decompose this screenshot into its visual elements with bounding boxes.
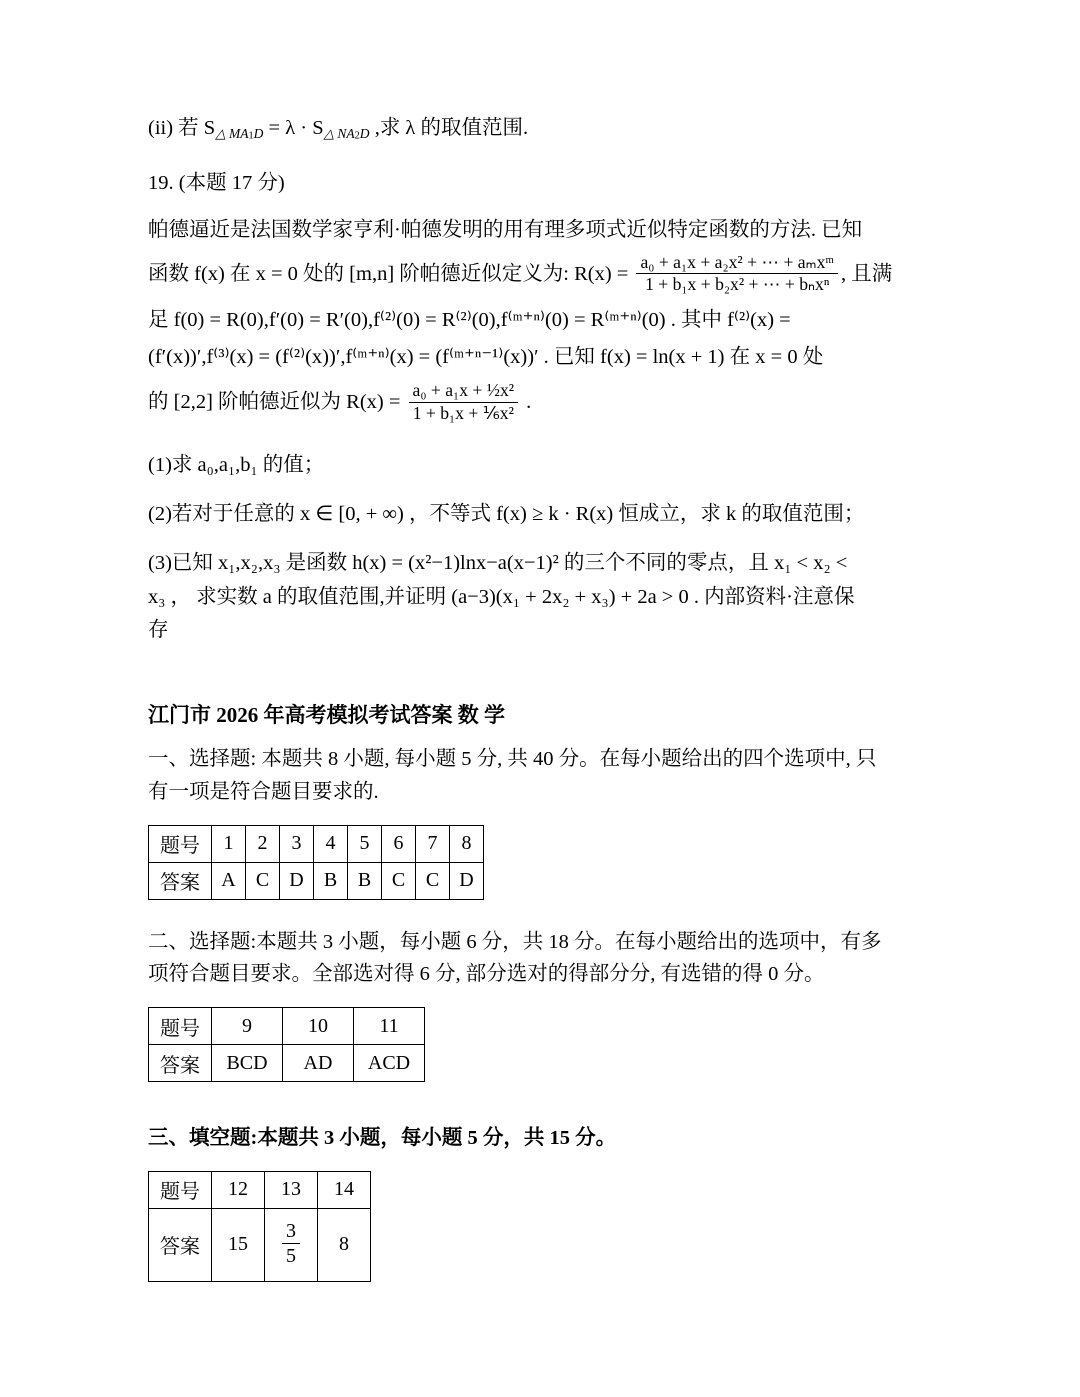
document-content [148,112,938,1282]
table3-ans-2-numerator: 3 [282,1220,300,1244]
table1-ans-8: D [450,862,484,899]
answer-part-one-text-2: 有一项是符合题目要求的. [148,780,379,803]
q19-body2-post: , 且满 [841,262,893,285]
table1-ans-4: B [314,862,348,899]
answer-part-one-text-1: 一、选择题: 本题共 8 小题, 每小题 5 分, 共 40 分。在每小题给出的四个选项中, 只 [148,747,877,770]
table3-row-label-2: 答案 [149,1208,212,1281]
problem-ii-eq: = λ · S [263,117,324,139]
table3-ans-2-denominator: 5 [286,1245,296,1268]
table1-ans-7: C [416,862,450,899]
table-row [149,1171,371,1208]
pade-22-numerator: a₀ + a₁x + ½x² [409,381,518,403]
q19-body5-post: . [521,391,532,414]
answer-table-1 [148,825,484,900]
question-19-part-2: (2)若对于任意的 x ∈ [0, + ∞) ，不等式 f(x) ≥ k · R(x) 恒成立，求 k 的取值范围； [148,503,865,526]
table2-row-label-1: 题号 [149,1008,212,1045]
table2-ans-2: AD [283,1045,354,1082]
table3-num-2: 13 [265,1171,318,1208]
table-row [149,1045,425,1082]
answer-part-two-text-1: 二、选择题:本题共 3 小题，每小题 6 分，共 18 分。在每小题给出的选项中，有多 [148,930,882,953]
table2-row-label-2: 答案 [149,1045,212,1082]
question-19-body-5 [148,382,938,424]
problem-ii-sub2: △ NA [323,125,355,141]
table1-ans-2: C [246,862,280,899]
table2-ans-3: ACD [354,1045,425,1082]
problem-ii-sub2b: 2 [354,130,360,142]
table1-num-2: 2 [246,825,280,862]
problem-ii-suffix: ,求 λ 的取值范围. [369,117,529,139]
table3-row-label-1: 题号 [149,1171,212,1208]
answer-table-2-wrap [148,1007,938,1082]
table1-num-7: 7 [416,825,450,862]
table3-num-1: 12 [212,1171,265,1208]
table-row [149,825,484,862]
table-row [149,1008,425,1045]
table1-ans-5: B [348,862,382,899]
table3-ans-3: 8 [318,1208,371,1281]
table1-ans-3: D [280,862,314,899]
table-row [149,1208,371,1281]
table1-num-3: 3 [280,825,314,862]
table1-ans-1: A [212,862,246,899]
question-19-part-1: (1)求 a₀,a₁,b₁ 的值； [148,453,325,476]
table2-num-1: 9 [212,1008,283,1045]
answer-table-1-wrap [148,825,938,900]
table1-num-6: 6 [382,825,416,862]
problem-ii-sub2c: D [359,125,370,141]
table1-num-1: 1 [212,825,246,862]
table3-ans-1: 15 [212,1208,265,1281]
table1-row-label-1: 题号 [149,825,212,862]
table2-num-3: 11 [354,1008,425,1045]
table1-num-8: 8 [450,825,484,862]
question-19-body-1: 帕德逼近是法国数学家亨利·帕德发明的用有理多项式近似特定函数的方法. 已知 [148,219,863,242]
table3-ans-2 [265,1208,318,1281]
answer-table-2 [148,1007,425,1082]
question-19-part-3-line-1: (3)已知 x₁,x₂,x₃ 是函数 h(x) = (x²−1)lnx−a(x−1)² 的三个不同的零点，且 x₁ < x₂ < [148,552,848,575]
answer-part-three-text: 三、填空题:本题共 3 小题，每小题 5 分，共 15 分。 [148,1127,617,1150]
table1-ans-6: C [382,862,416,899]
question-19-body-3: 足 f(0) = R(0),f′(0) = R′(0),f⁽²⁾(0) = R⁽²⁾(0),f⁽ᵐ⁺ⁿ⁾(0) = R⁽ᵐ⁺ⁿ⁾(0) . 其中 f⁽²⁾(x) = [148,309,791,332]
table-row [149,862,484,899]
table3-num-3: 14 [318,1171,371,1208]
answer-section-title: 江门市 2026 年高考模拟考试答案 数 学 [148,702,505,727]
problem-ii-sub1c: D [253,125,264,141]
question-19-body-2 [148,251,938,296]
table2-num-2: 10 [283,1008,354,1045]
problem-ii-sub1: △ MA [215,125,249,141]
q19-body2-pre: 函数 f(x) 在 x = 0 处的 [m,n] 阶帕德近似定义为: R(x) = [148,262,634,285]
table1-num-4: 4 [314,825,348,862]
question-19-heading: 19. (本题 17 分) [148,172,285,195]
answer-table-3-wrap [148,1171,938,1282]
question-19-body-4: (f′(x))′,f⁽³⁾(x) = (f⁽²⁾(x))′,f⁽ᵐ⁺ⁿ⁾(x) = (f⁽ᵐ⁺ⁿ⁻¹⁾(x))′ . 已知 f(x) = ln(x + 1) 在 x = 0 处 [148,346,824,369]
pade-general-fraction [636,253,838,295]
table3-ans-2-fraction [282,1220,300,1268]
question-19-part-3-line-3: 存 [148,618,169,641]
question-19-part-3-line-2: x₃ ， 求实数 a 的取值范围,并证明 (a−3)(x₁ + 2x₂ + x₃) + 2a > 0 . 内部资料·注意保 [148,585,855,608]
q19-body5-pre: 的 [2,2] 阶帕德近似为 R(x) = [148,391,406,414]
table1-row-label-2: 答案 [149,862,212,899]
answer-table-3 [148,1171,371,1282]
pade-22-denominator: 1 + b₁x + ⅙x² [412,403,514,424]
pade-general-numerator: a₀ + a₁x + a₂x² + ⋯ + aₘxᵐ [636,253,838,275]
answer-part-two-text-2: 项符合题目要求。全部选对得 6 分, 部分选对的得部分分, 有选错的得 0 分。 [148,963,825,986]
problem-ii-sub1b: 1 [248,130,254,142]
table1-num-5: 5 [348,825,382,862]
table2-ans-1: BCD [212,1045,283,1082]
pade-general-denominator: 1 + b₁x + b₂x² + ⋯ + bₙxⁿ [645,274,830,295]
pade-22-fraction [409,381,518,423]
problem-ii-line [148,112,938,145]
problem-ii-prefix: (ii) 若 S [148,117,216,139]
